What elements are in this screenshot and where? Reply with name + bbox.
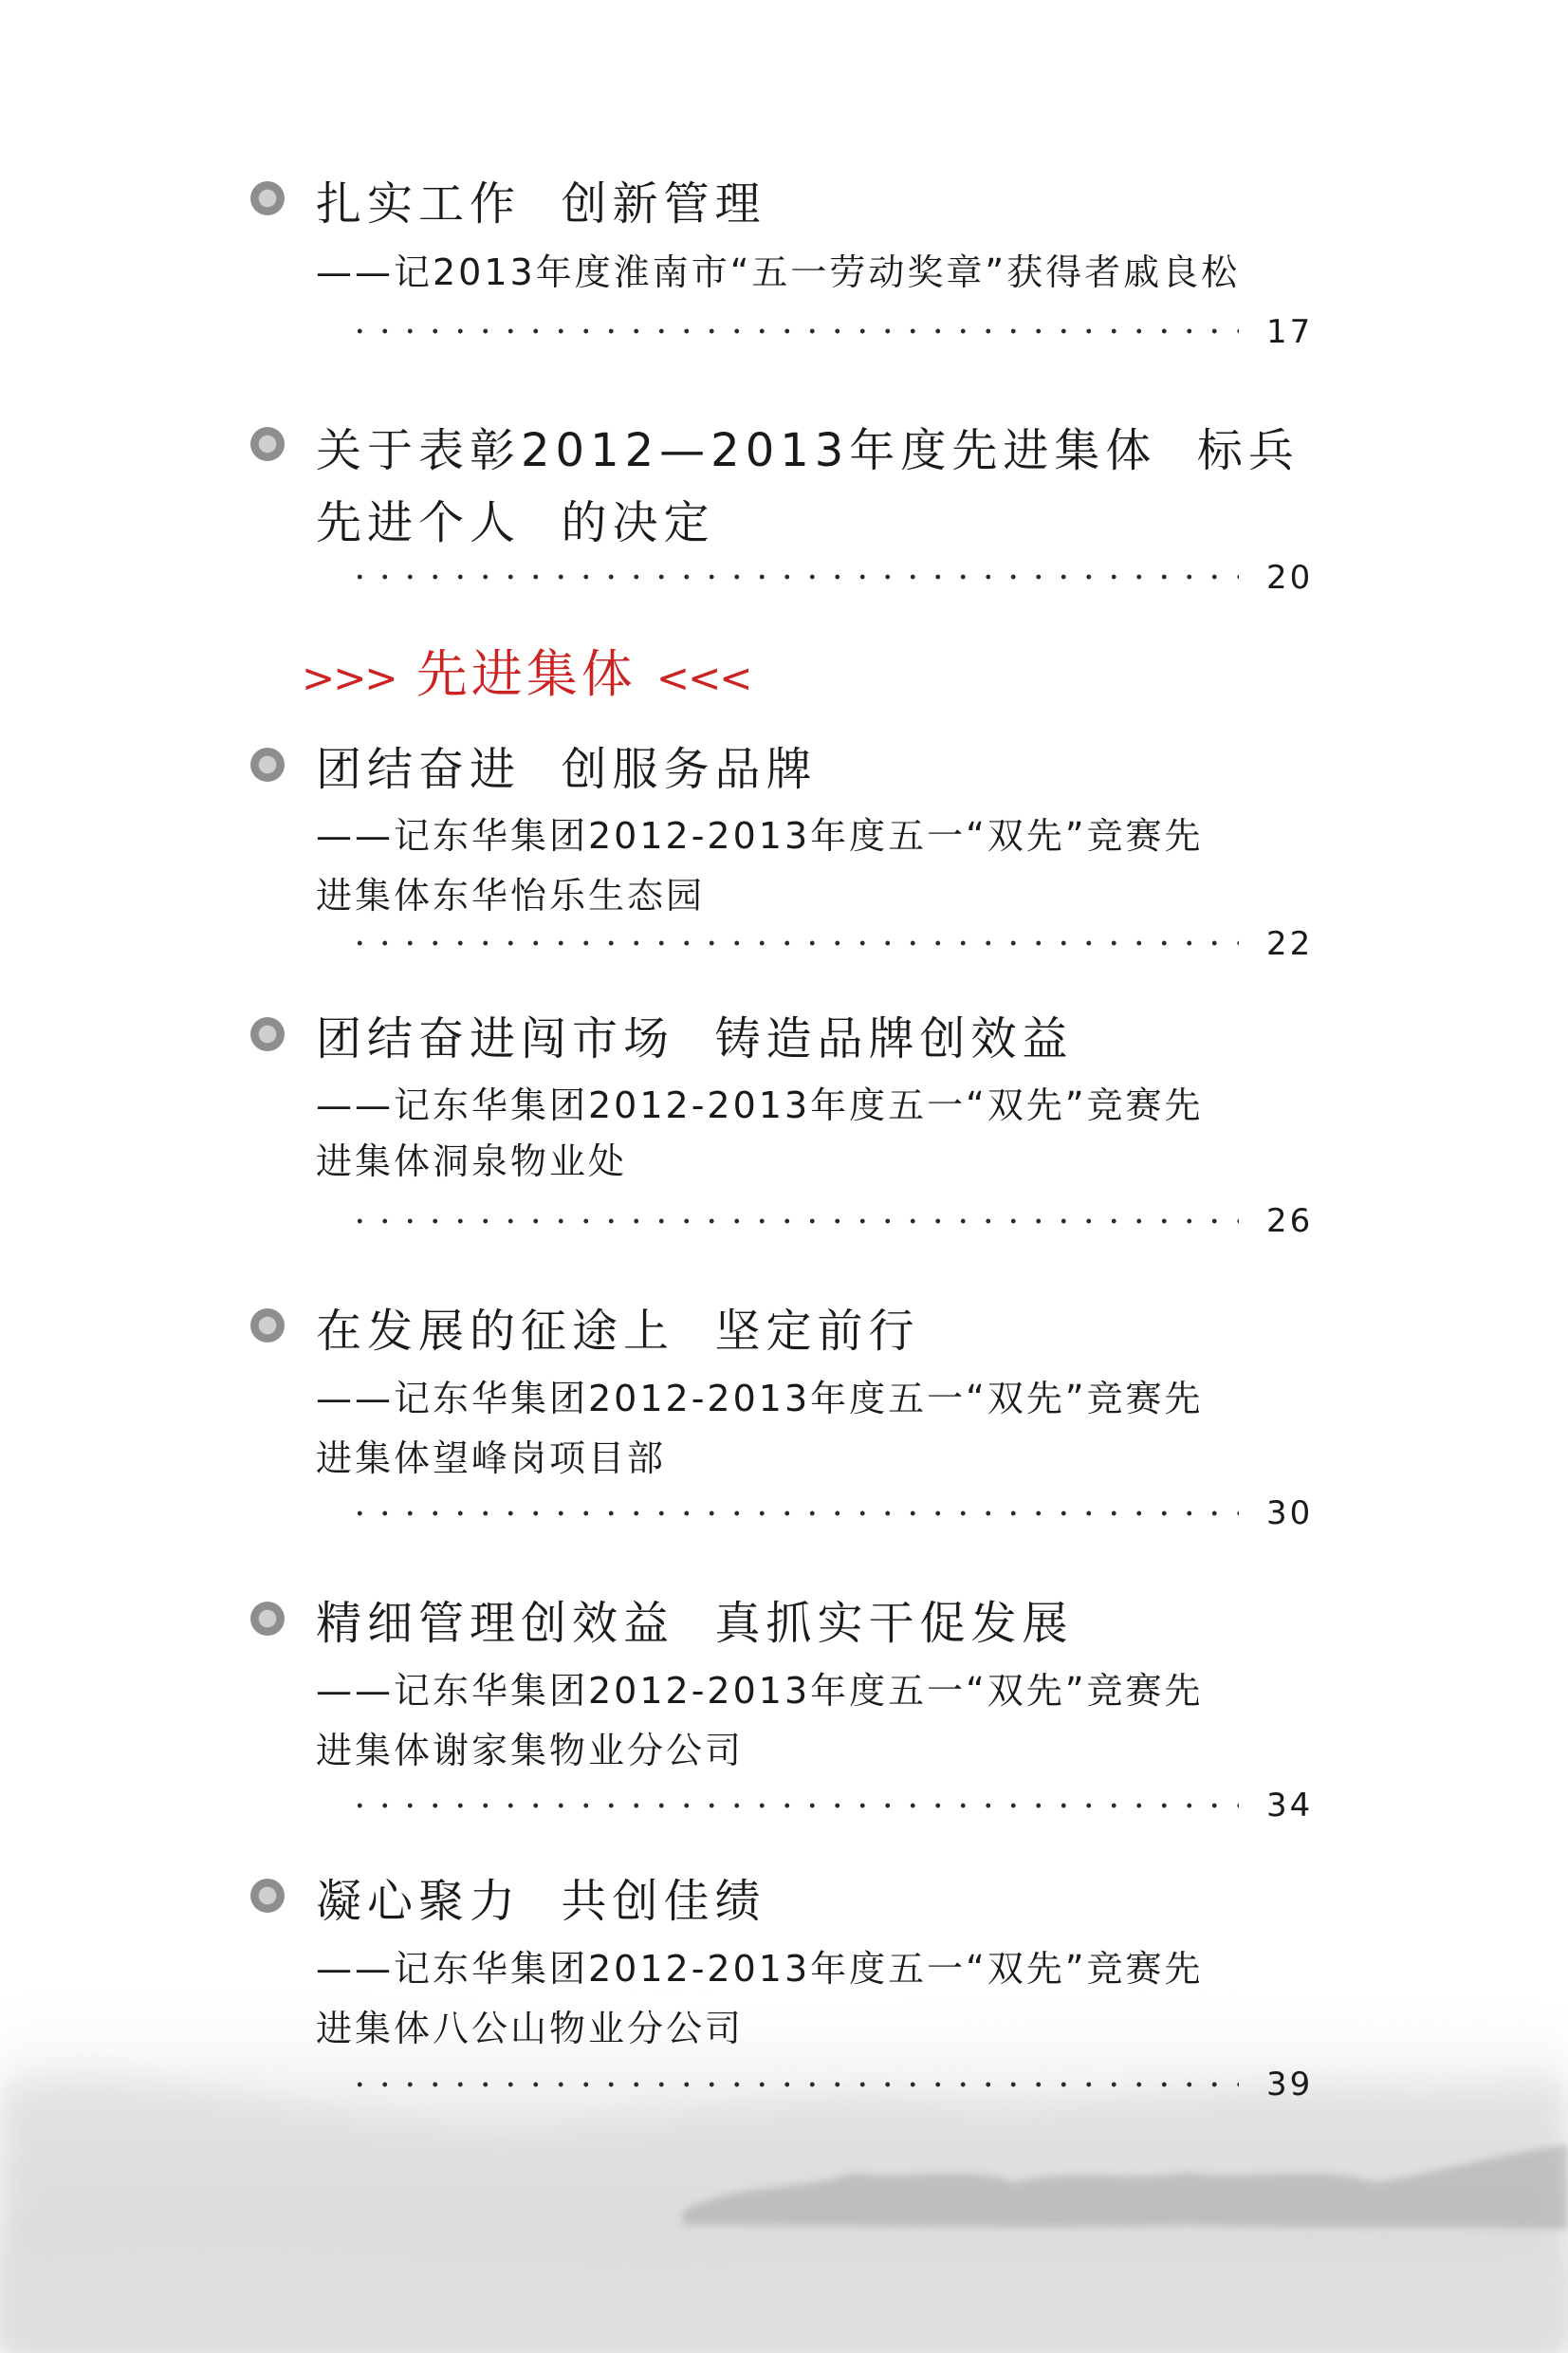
entry-title: 关于表彰2012—2013年度先进集体 标兵 (316, 424, 1300, 477)
page-number: 26 (1266, 1202, 1314, 1240)
entry-subtitle: 进集体东华怡乐生态园 (316, 875, 706, 917)
entry-subtitle: ——记东华集团2012-2013年度五一“双先”竞赛先 (316, 1378, 1204, 1419)
entry-subtitle: ——记东华集团2012-2013年度五一“双先”竞赛先 (316, 1084, 1204, 1126)
section-heading (302, 634, 751, 707)
entry-title: 团结奋进闯市场 铸造品牌创效益 (316, 1012, 1074, 1065)
bullet-icon (250, 1879, 285, 1913)
bullet-icon (250, 181, 285, 215)
entry-subtitle: ——记东华集团2012-2013年度五一“双先”竞赛先 (316, 1670, 1204, 1712)
page-number: 17 (1266, 313, 1314, 351)
bullet-icon (250, 1602, 285, 1636)
dot-leader (347, 327, 1239, 335)
entry-title: 在发展的征途上 坚定前行 (316, 1305, 920, 1358)
entry-subtitle: ——记东华集团2012-2013年度五一“双先”竞赛先 (316, 815, 1204, 857)
entry-title-continued: 先进个人 的决定 (316, 496, 715, 549)
dot-leader (347, 1217, 1239, 1225)
dot-leader (347, 2081, 1239, 2088)
page-number: 30 (1266, 1494, 1314, 1532)
entry-subtitle: ——记东华集团2012-2013年度五一“双先”竞赛先 (316, 1948, 1204, 1990)
section-title: 先进集体 (415, 644, 636, 704)
entry-subtitle: ——记2013年度淮南市“五一劳动奖章”获得者戚良松 (316, 251, 1241, 293)
entry-title: 团结奋进 创服务品牌 (316, 743, 818, 796)
page-number: 39 (1266, 2066, 1314, 2103)
bullet-icon (250, 1308, 285, 1343)
right-arrows: <<< (655, 655, 751, 701)
entry-title: 精细管理创效益 真抓实干促发展 (316, 1597, 1074, 1650)
page-number: 22 (1266, 925, 1314, 963)
entry-subtitle: 进集体望峰岗项目部 (316, 1437, 667, 1479)
entry-subtitle: 进集体谢家集物业分公司 (316, 1730, 745, 1771)
bullet-icon (250, 748, 285, 782)
dot-leader (347, 573, 1239, 581)
dot-leader (347, 939, 1239, 947)
dot-leader (347, 1510, 1239, 1517)
bullet-icon (250, 427, 285, 461)
entry-title: 凝心聚力 共创佳绩 (316, 1875, 766, 1928)
page-number: 34 (1266, 1787, 1314, 1825)
left-arrows: >>> (302, 655, 397, 701)
bullet-icon (250, 1017, 285, 1051)
dot-leader (347, 1802, 1239, 1809)
page-number: 20 (1266, 559, 1314, 597)
entry-subtitle: 进集体八公山物业分公司 (316, 2008, 745, 2049)
entry-title: 扎实工作 创新管理 (316, 177, 766, 231)
entry-subtitle: 进集体洞泉物业处 (316, 1140, 628, 1182)
